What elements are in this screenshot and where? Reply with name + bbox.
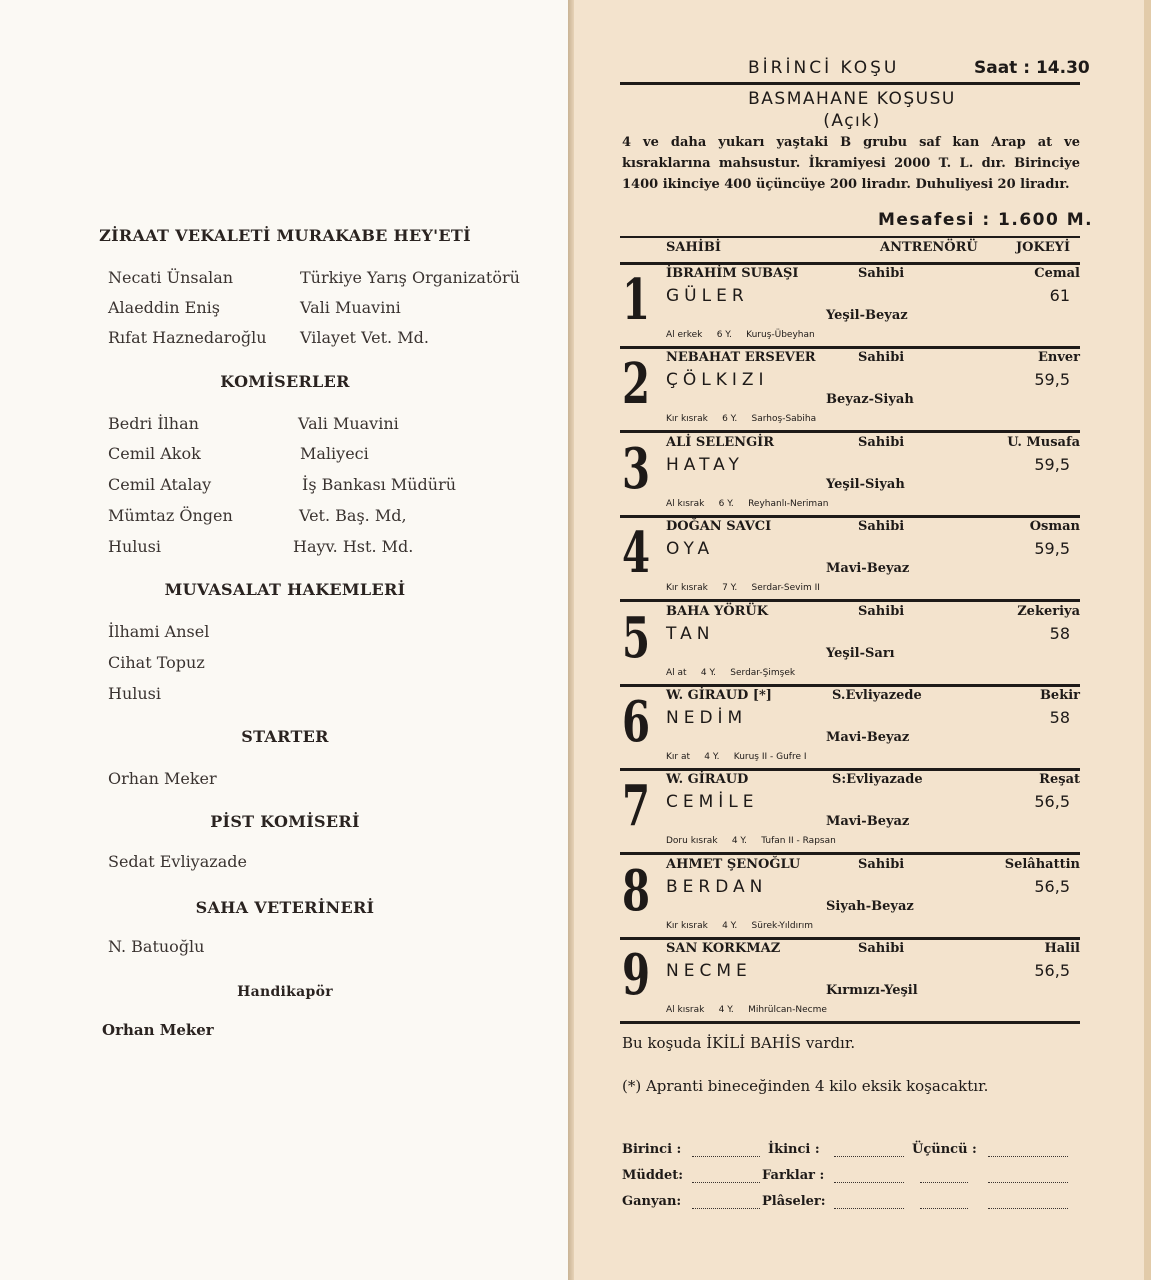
result-label-birinci: Birinci : — [622, 1142, 682, 1157]
entry-horse: GÜLER — [666, 286, 749, 306]
note-apprentice: (*) Apranti bineceğinden 4 kilo eksik koşacaktır. — [622, 1077, 989, 1095]
official-name: Mümtaz Öngen — [108, 506, 233, 525]
result-label-plaseler: Plâseler: — [762, 1194, 826, 1209]
entry-owner: BAHA YÖRÜK — [666, 603, 769, 619]
official-role: Vali Muavini — [298, 414, 399, 433]
race-entry — [620, 517, 1080, 601]
race-label: BİRİNCİ KOŞU — [748, 58, 900, 78]
entry-colors: Yeşil-Siyah — [826, 476, 905, 492]
entry-jockey: Selâhattin — [1004, 856, 1080, 872]
entry-colors: Siyah-Beyaz — [826, 898, 914, 914]
entry-pedigree: Doru kısrak 4 Y. Tufan II - Rapsan — [666, 836, 836, 847]
entry-number: 2 — [622, 351, 651, 418]
official-name: Necati Ünsalan — [108, 268, 234, 287]
entry-divider — [620, 1021, 1080, 1024]
race-entry — [620, 264, 1080, 348]
entry-colors: Beyaz-Siyah — [826, 392, 914, 408]
entry-horse: NEDİM — [666, 708, 748, 728]
result-label-muddet: Müddet: — [622, 1168, 684, 1183]
pist-name: Sedat Evliyazade — [108, 852, 247, 871]
entry-owner: DOĞAN SAVCI — [666, 519, 772, 535]
entry-trainer: S.Evliyazede — [832, 688, 922, 703]
entry-owner: W. GİRAUD — [666, 772, 749, 788]
entry-trainer: Sahibi — [858, 519, 905, 535]
entry-horse: ÇÖLKIZI — [666, 370, 769, 391]
result-field[interactable] — [988, 1182, 1068, 1183]
entry-pedigree: Kır kısrak 4 Y. Sürek-Yıldırım — [666, 920, 814, 931]
entry-trainer: Sahibi — [858, 434, 905, 450]
result-field[interactable] — [988, 1208, 1068, 1209]
race-description: 4 ve daha yukarı yaştaki B grubu saf kan Arap at ve kısraklarına mahsustur. İkramiyesi 2000 T. L. dır. Birinciye 1400 ikinciye 400 üçüncüye 200 liradır. Duhuliyesi 20 liradır. — [622, 135, 1080, 192]
entry-jockey: Osman — [1029, 519, 1080, 535]
entry-trainer: Sahibi — [858, 603, 905, 619]
entry-pedigree: Kır kısrak 7 Y. Serdar-Sevim II — [666, 583, 820, 594]
heading-handikapor: Handikapör — [237, 984, 333, 1000]
entry-trainer: Sahibi — [858, 350, 905, 366]
race-type: (Açık) — [823, 111, 881, 131]
race-distance: Mesafesi : 1.600 M. — [878, 210, 1094, 230]
entry-pedigree: Al erkek 6 Y. Kuruş-Übeyhan — [666, 330, 815, 340]
race-entry — [620, 348, 1080, 432]
result-field[interactable] — [692, 1208, 760, 1209]
judge-name: Hulusi — [108, 684, 162, 703]
handikapor-name: Orhan Meker — [102, 1021, 214, 1039]
entry-horse: NECME — [666, 961, 752, 982]
saha-name: N. Batuoğlu — [108, 937, 205, 956]
race-entry — [620, 433, 1080, 517]
official-name: Hulusi — [108, 537, 162, 556]
entry-number: 1 — [622, 267, 651, 333]
entry-weight: 58 — [1049, 623, 1070, 643]
heading-komiserler: KOMİSERLER — [220, 372, 350, 391]
race-name: BASMAHANE KOŞUSU — [748, 89, 956, 109]
entry-trainer: Sahibi — [858, 266, 905, 281]
entry-number: 6 — [622, 689, 651, 755]
official-name: Cemil Atalay — [108, 475, 212, 494]
result-field[interactable] — [692, 1182, 760, 1183]
race-time: Saat : 14.30 — [974, 58, 1090, 78]
entry-pedigree: Kır at 4 Y. Kuruş II - Gufre I — [666, 752, 807, 762]
result-field[interactable] — [920, 1182, 968, 1183]
entry-owner: NEBAHAT ERSEVER — [666, 350, 816, 366]
official-name: Rıfat Haznedaroğlu — [108, 328, 267, 347]
race-entry — [620, 602, 1080, 686]
entry-weight: 59,5 — [1034, 539, 1070, 559]
entry-weight: 59,5 — [1034, 454, 1070, 474]
result-field[interactable] — [834, 1156, 904, 1157]
entry-weight: 56,5 — [1034, 961, 1070, 981]
entry-weight: 56,5 — [1034, 876, 1070, 896]
result-label-farklar: Farklar : — [762, 1168, 825, 1183]
entry-number: 8 — [622, 857, 651, 924]
entry-trainer: Sahibi — [858, 941, 905, 957]
column-jockey: JOKEYİ — [1016, 240, 1071, 255]
heading-saha: SAHA VETERİNERİ — [195, 898, 375, 917]
official-name: Alaeddin Eniş — [108, 298, 220, 317]
entry-weight: 59,5 — [1034, 370, 1070, 390]
race-entry — [620, 686, 1080, 770]
entry-horse: HATAY — [666, 454, 744, 475]
official-role: Vali Muavini — [300, 298, 401, 317]
entry-number: 3 — [622, 435, 651, 502]
entry-weight: 56,5 — [1034, 792, 1070, 812]
entry-owner: AHMET ŞENOĞLU — [666, 856, 801, 872]
entry-jockey: Zekeriya — [1017, 603, 1080, 619]
result-label-ucuncu: Üçüncü : — [912, 1142, 977, 1157]
race-entry — [620, 939, 1080, 1023]
entry-pedigree: Kır kısrak 6 Y. Sarhoş-Sabiha — [666, 414, 817, 425]
entry-owner: İBRAHİM SUBAŞI — [666, 266, 799, 281]
official-role: Türkiye Yarış Organizatörü — [300, 268, 520, 287]
entry-pedigree: Al at 4 Y. Serdar-Şimşek — [666, 667, 796, 678]
entry-jockey: Enver — [1037, 350, 1080, 366]
starter-name: Orhan Meker — [108, 769, 217, 788]
official-role: Maliyeci — [300, 444, 369, 463]
heading-murakabe: ZİRAAT VEKALETİ MURAKABE HEY'ETİ — [99, 226, 471, 245]
entry-colors: Yeşil-Sarı — [826, 645, 895, 661]
entry-jockey: Bekir — [1039, 688, 1080, 703]
entry-jockey: Halil — [1044, 941, 1080, 957]
entry-jockey: Cemal — [1034, 266, 1080, 281]
right-page — [574, 0, 1144, 1280]
left-page — [0, 0, 570, 1280]
entry-colors: Kırmızı-Yeşil — [826, 983, 918, 999]
official-role: Vilayet Vet. Md. — [300, 328, 429, 347]
column-trainer: ANTRENÖRÜ — [880, 240, 978, 255]
entry-colors: Mavi-Beyaz — [826, 730, 910, 745]
official-name: Bedri İlhan — [108, 414, 199, 433]
entry-number: 7 — [622, 773, 651, 840]
official-role: Vet. Baş. Md, — [299, 506, 407, 525]
official-role: İş Bankası Müdürü — [302, 475, 457, 494]
note-bet: Bu koşuda İKİLİ BAHİS vardır. — [622, 1034, 856, 1052]
entry-horse: CEMİLE — [666, 792, 759, 813]
page-edge — [1144, 0, 1151, 1280]
entry-horse: BERDAN — [666, 876, 768, 897]
entry-trainer: Sahibi — [858, 856, 905, 872]
entry-number: 4 — [622, 520, 651, 587]
entry-weight: 61 — [1049, 286, 1070, 305]
divider — [620, 236, 1080, 238]
result-field[interactable] — [920, 1208, 968, 1209]
judge-name: Cihat Topuz — [108, 653, 205, 672]
entry-owner: ALİ SELENGİR — [666, 434, 775, 450]
result-label-ganyan: Ganyan: — [622, 1194, 682, 1209]
judge-name: İlhami Ansel — [108, 622, 210, 641]
entry-number: 9 — [622, 942, 651, 1009]
result-field[interactable] — [834, 1208, 904, 1209]
entry-colors: Yeşil-Beyaz — [826, 308, 908, 323]
entry-trainer: S:Evliyazade — [832, 772, 923, 788]
entry-weight: 58 — [1049, 708, 1070, 727]
result-label-ikinci: İkinci : — [768, 1142, 820, 1157]
entry-jockey: Reşat — [1039, 772, 1080, 788]
entry-number: 5 — [622, 604, 651, 671]
result-field[interactable] — [834, 1182, 904, 1183]
heading-pist: PİST KOMİSERİ — [210, 812, 360, 831]
entry-horse: TAN — [666, 623, 715, 644]
entry-pedigree: Al kısrak 4 Y. Mihrülcan-Necme — [666, 1005, 827, 1016]
divider — [620, 82, 1080, 85]
result-field[interactable] — [988, 1156, 1068, 1157]
official-name: Cemil Akok — [108, 444, 201, 463]
result-field[interactable] — [692, 1156, 760, 1157]
column-owner: SAHİBİ — [666, 240, 721, 255]
entry-colors: Mavi-Beyaz — [826, 814, 910, 830]
entry-horse: OYA — [666, 539, 715, 560]
entry-colors: Mavi-Beyaz — [826, 561, 910, 577]
official-role: Hayv. Hst. Md. — [293, 537, 414, 556]
race-entry — [620, 770, 1080, 854]
heading-starter: STARTER — [241, 727, 329, 746]
entry-pedigree: Al kısrak 6 Y. Reyhanlı-Neriman — [666, 498, 829, 509]
heading-muvasalat: MUVASALAT HAKEMLERİ — [164, 580, 406, 599]
entry-jockey: U. Musafa — [1007, 434, 1080, 450]
race-entry — [620, 855, 1080, 939]
entry-owner: W. GİRAUD [*] — [666, 688, 772, 703]
entry-owner: SAN KORKMAZ — [666, 941, 781, 957]
